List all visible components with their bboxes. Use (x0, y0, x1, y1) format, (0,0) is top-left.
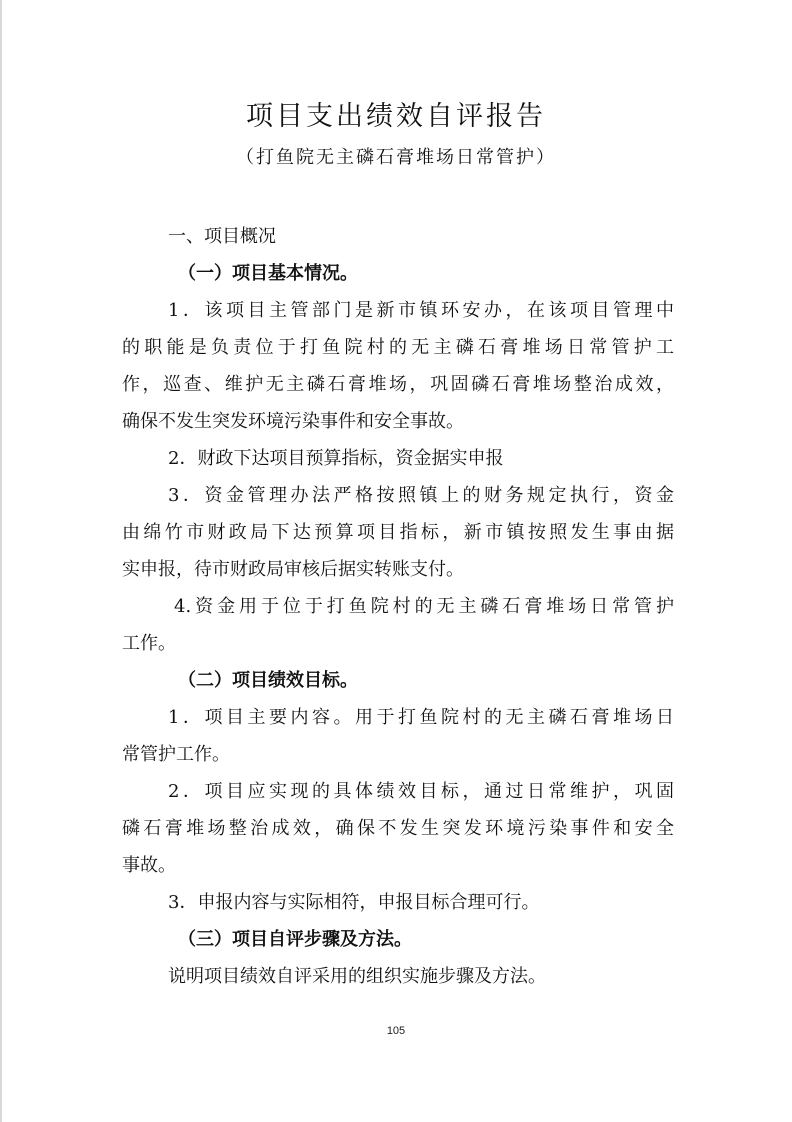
paragraph-line: 说明项目绩效自评采用的组织实施步骤及方法。 (168, 966, 546, 987)
paragraph-line: 确保不发生突发环境污染事件和安全事故。 (122, 411, 464, 432)
report-title: 项目支出绩效自评报告 (246, 101, 546, 132)
subsection-heading-evaluation-steps: （三）项目自评步骤及方法。 (178, 929, 412, 950)
paragraph-line: 1．该项目主管部门是新市镇环安办，在该项目管理中 (168, 300, 674, 321)
report-body (122, 218, 674, 995)
page-number: 105 (386, 1025, 406, 1037)
paragraph-line: 常管护工作。 (122, 744, 230, 765)
paragraph-line: 2．财政下达项目预算指标，资金据实申报 (168, 448, 504, 469)
paragraph-line: 的职能是负责位于打鱼院村的无主磷石膏堆场日常管护工 (122, 337, 674, 358)
paragraph-line: 工作。 (122, 633, 176, 654)
paragraph-line: 实申报，待市财政局审核后据实转账支付。 (122, 559, 464, 580)
paragraph-line: 作，巡查、维护无主磷石膏堆场，巩固磷石膏堆场整治成效， (122, 374, 674, 395)
paragraph-line: 由绵竹市财政局下达预算项目指标，新市镇按照发生事由据 (122, 522, 674, 543)
subsection-heading-basic-info: （一）项目基本情况。 (178, 263, 358, 284)
section-heading-overview: 一、项目概况 (168, 226, 276, 247)
paragraph-line: 磷石膏堆场整治成效，确保不发生突发环境污染事件和安全 (122, 818, 674, 839)
report-subtitle: （打鱼院无主磷石膏堆场日常管护） (236, 147, 556, 168)
paragraph-line: 4.资金用于位于打鱼院村的无主磷石膏堆场日常管护 (174, 596, 674, 617)
paragraph-line: 2．项目应实现的具体绩效目标，通过日常维护，巩固 (168, 781, 674, 802)
subsection-heading-performance-goals: （二）项目绩效目标。 (178, 670, 358, 691)
paragraph-line: 3．申报内容与实际相符，申报目标合理可行。 (168, 892, 540, 913)
paragraph-line: 1．项目主要内容。用于打鱼院村的无主磷石膏堆场日 (168, 707, 674, 728)
paragraph-line: 3．资金管理办法严格按照镇上的财务规定执行，资金 (168, 485, 674, 506)
paragraph-line: 事故。 (122, 855, 176, 876)
